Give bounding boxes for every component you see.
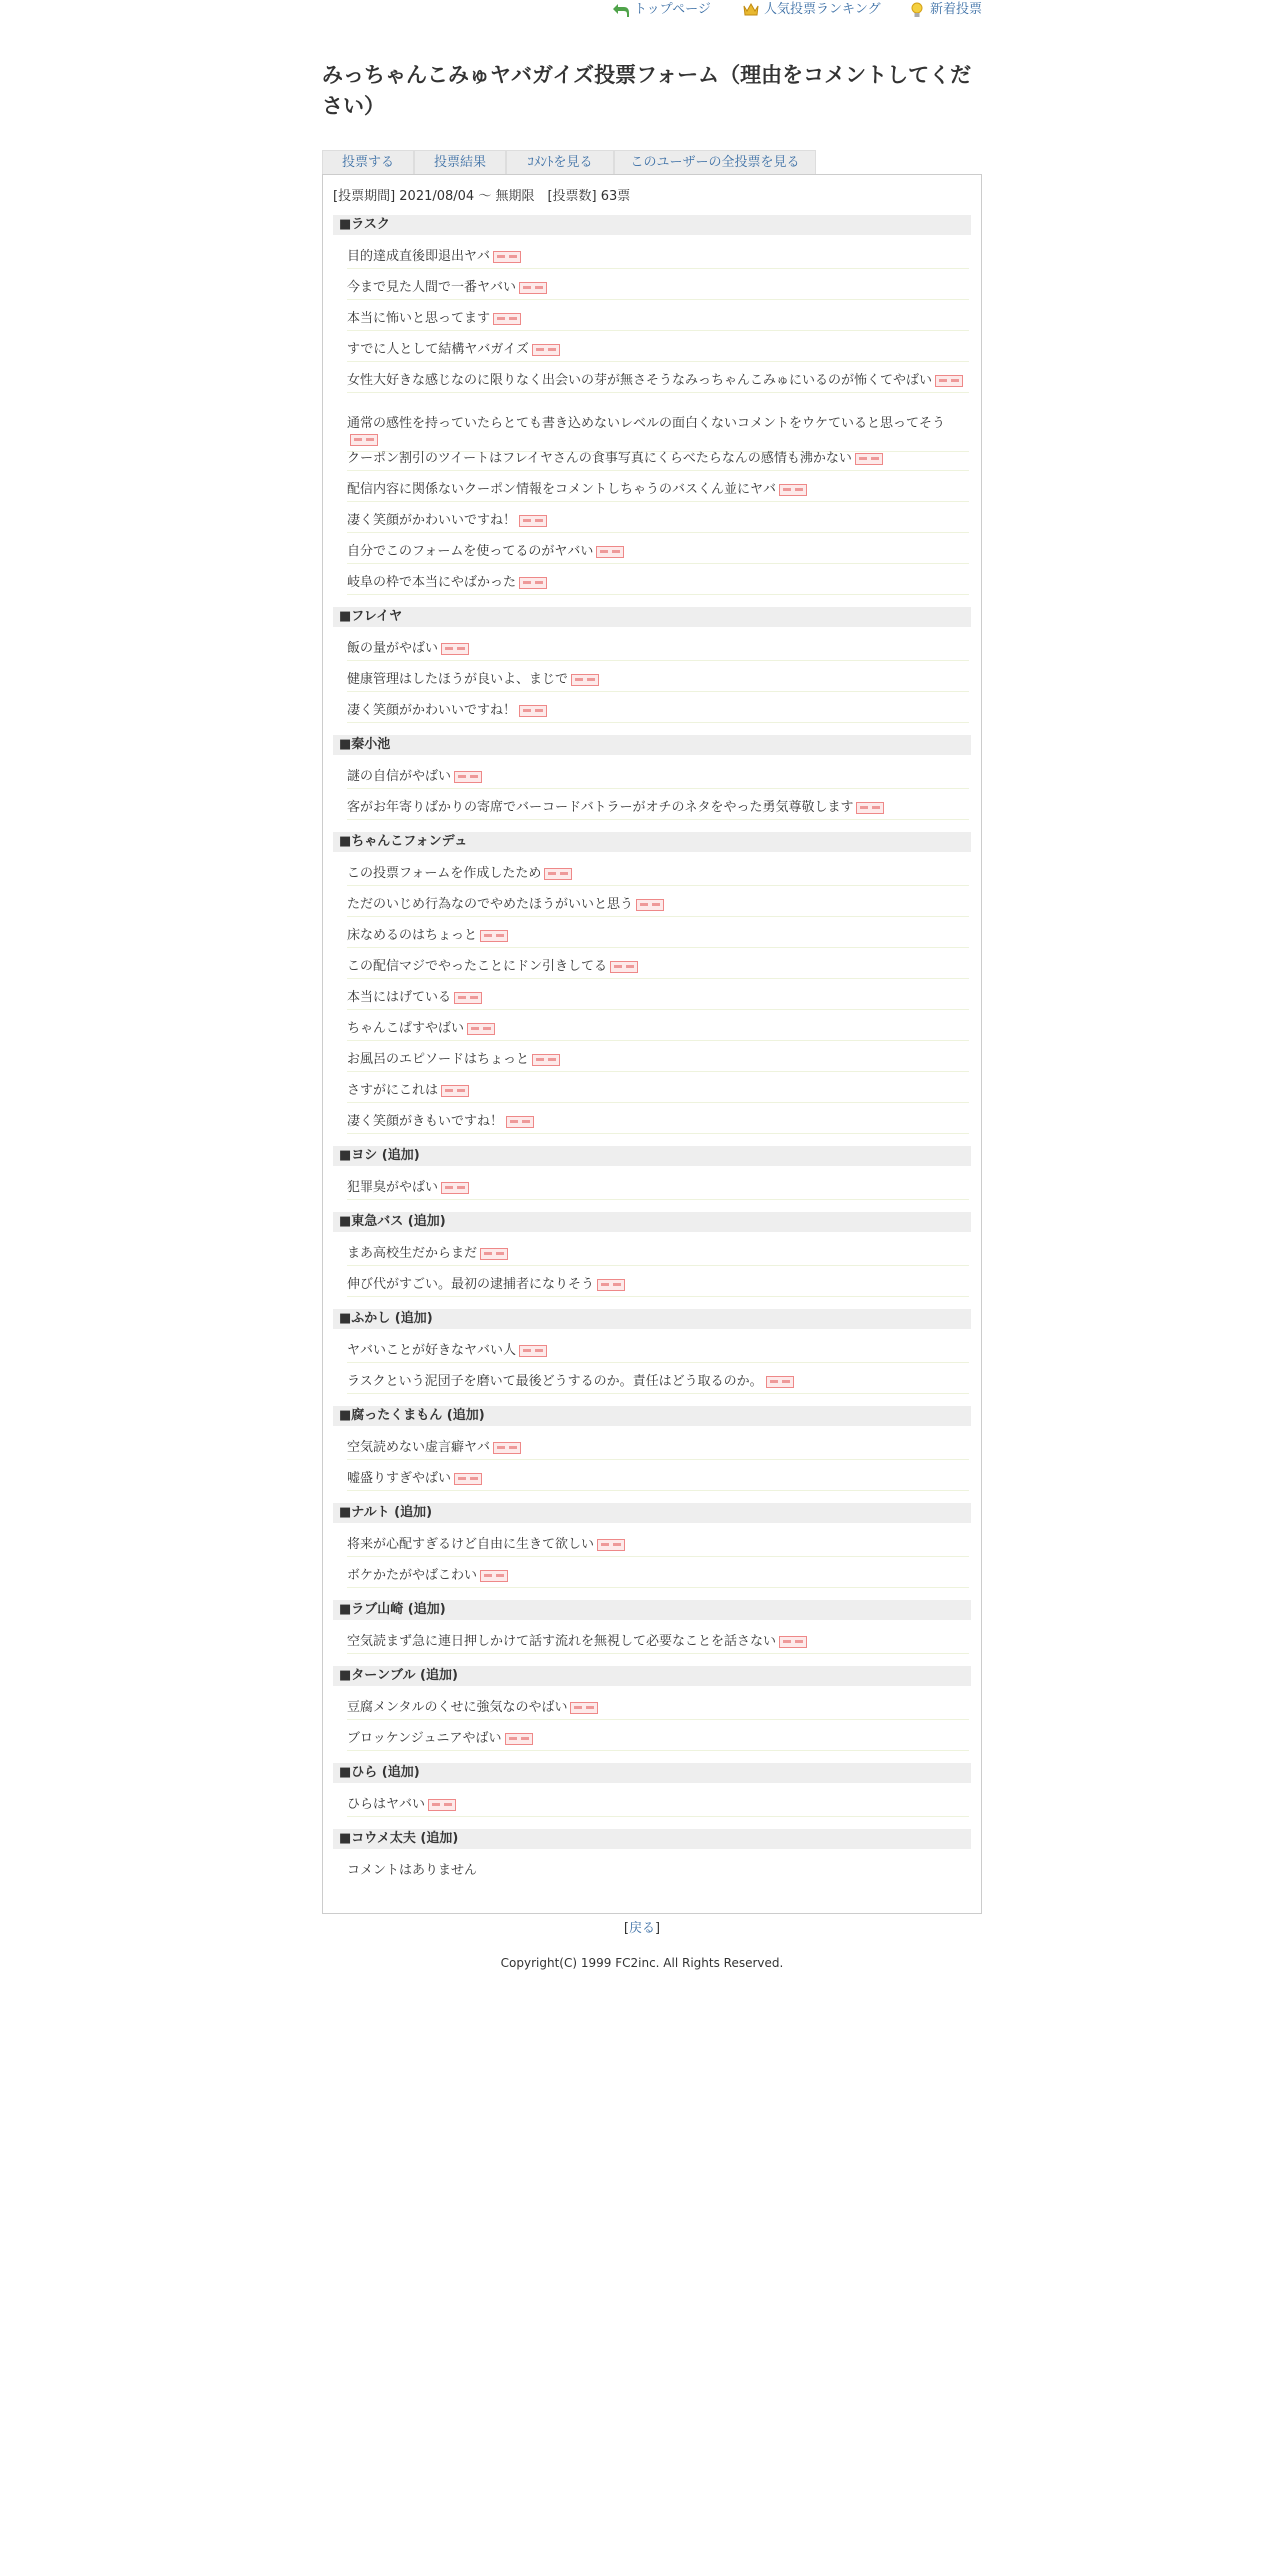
comment-item: 今まで見た人間で一番ヤバい xyxy=(347,280,969,300)
comment-item: 豆腐メンタルのくせに強気なのやばい xyxy=(347,1700,969,1720)
report-icon[interactable] xyxy=(544,868,572,880)
comment-item: 床なめるのはちょっと xyxy=(347,928,969,948)
report-icon[interactable] xyxy=(570,1702,598,1714)
report-icon[interactable] xyxy=(519,1345,547,1357)
new-votes-label: 新着投票 xyxy=(930,2,983,17)
report-icon[interactable] xyxy=(454,992,482,1004)
top-page-label: トップページ xyxy=(634,2,711,17)
report-icon[interactable] xyxy=(779,484,807,496)
report-icon[interactable] xyxy=(493,251,521,263)
report-icon[interactable] xyxy=(597,1279,625,1291)
report-icon[interactable] xyxy=(519,515,547,527)
report-icon[interactable] xyxy=(519,282,547,294)
comment-item: まあ高校生だからまだ xyxy=(347,1246,969,1266)
report-icon[interactable] xyxy=(467,1023,495,1035)
tab-comments[interactable]: ｺﾒﾝﾄを見る xyxy=(506,150,614,174)
category-header: ■腐ったくまもん (追加) xyxy=(333,1406,971,1426)
report-icon[interactable] xyxy=(855,453,883,465)
report-icon[interactable] xyxy=(441,643,469,655)
back-link[interactable]: 戻る xyxy=(628,1921,655,1936)
comment-item: 通常の感性を持っていたらとても書き込めないレベルの面白くないコメントをウケていると思ってそう xyxy=(347,416,969,452)
category-header: ■秦小池 xyxy=(333,735,971,755)
report-icon[interactable] xyxy=(519,577,547,589)
report-icon[interactable] xyxy=(350,434,378,446)
report-icon[interactable] xyxy=(596,546,624,558)
comment-item: この配信マジでやったことにドン引きしてる xyxy=(347,959,969,979)
return-arrow-icon xyxy=(612,1,630,19)
report-icon[interactable] xyxy=(480,1248,508,1260)
comment-item: 配信内容に関係ないクーポン情報をコメントしちゃうのバスくん並にヤバ xyxy=(347,482,969,502)
report-icon[interactable] xyxy=(597,1539,625,1551)
report-icon[interactable] xyxy=(480,1570,508,1582)
comment-item: 飯の量がやばい xyxy=(347,641,969,661)
top-navigation xyxy=(612,0,983,20)
report-icon[interactable] xyxy=(571,674,599,686)
comment-item: 本当に怖いと思ってます xyxy=(347,311,969,331)
comment-item: 凄く笑顔がかわいいですね！ xyxy=(347,513,969,533)
comment-item: クーポン割引のツイートはフレイヤさんの食事写真にくらべたらなんの感情も沸かない xyxy=(347,451,969,471)
category-header: ■コウメ太夫 (追加) xyxy=(333,1829,971,1849)
comment-item: 本当にはげている xyxy=(347,990,969,1010)
comment-item: 自分でこのフォームを使ってるのがヤバい xyxy=(347,544,969,564)
comment-item: 空気読めない虚言癖ヤバ xyxy=(347,1440,969,1460)
crown-icon xyxy=(742,1,760,19)
category-header: ■ラスク xyxy=(333,215,971,235)
report-icon[interactable] xyxy=(480,930,508,942)
report-icon[interactable] xyxy=(519,705,547,717)
tab-vote[interactable]: 投票する xyxy=(322,150,414,174)
comment-item: お風呂のエピソードはちょっと xyxy=(347,1052,969,1072)
category-header: ■ふかし (追加) xyxy=(333,1309,971,1329)
report-icon[interactable] xyxy=(935,375,963,387)
comment-item: すでに人として結構ヤバガイズ xyxy=(347,342,969,362)
report-icon[interactable] xyxy=(532,344,560,356)
comment-item: 犯罪臭がやばい xyxy=(347,1180,969,1200)
report-icon[interactable] xyxy=(779,1636,807,1648)
comment-item: ひらはヤバい xyxy=(347,1797,969,1817)
vote-period: [投票期間] 2021/08/04 ～ 無期限 [投票数] 63票 xyxy=(333,189,631,204)
comment-item: ただのいじめ行為なのでやめたほうがいいと思う xyxy=(347,897,969,917)
report-icon[interactable] xyxy=(428,1799,456,1811)
new-votes-link[interactable] xyxy=(908,0,982,20)
report-icon[interactable] xyxy=(493,1442,521,1454)
comment-item: 目的達成直後即退出ヤバ xyxy=(347,249,969,269)
comment-item: ちゃんこぱすやばい xyxy=(347,1021,969,1041)
comment-item: 空気読まず急に連日押しかけて話す流れを無視して必要なことを話さない xyxy=(347,1634,969,1654)
category-header: ■フレイヤ xyxy=(333,607,971,627)
report-icon[interactable] xyxy=(454,771,482,783)
copyright: Copyright(C) 1999 FC2inc. All Rights Reserved. xyxy=(500,1956,784,1970)
comment-item: ラスクという泥団子を磨いて最後どうするのか。責任はどう取るのか。 xyxy=(347,1374,969,1394)
category-header: ■ナルト (追加) xyxy=(333,1503,971,1523)
report-icon[interactable] xyxy=(441,1085,469,1097)
report-icon[interactable] xyxy=(766,1376,794,1388)
report-icon[interactable] xyxy=(532,1054,560,1066)
report-icon[interactable] xyxy=(610,961,638,973)
category-header: ■ひら (追加) xyxy=(333,1763,971,1783)
comment-item: 謎の自信がやばい xyxy=(347,769,969,789)
tab-all-user-votes[interactable]: このユーザーの全投票を見る xyxy=(614,150,816,174)
comment-item: 将来が心配すぎるけど自由に生きて欲しい xyxy=(347,1537,969,1557)
comment-item: ヤバいことが好きなヤバい人 xyxy=(347,1343,969,1363)
comment-item: 客がお年寄りばかりの寄席でバーコードバトラーがオチのネタをやった勇気尊敬します xyxy=(347,800,969,820)
comment-item: 凄く笑顔がきもいですね！ xyxy=(347,1114,969,1134)
comment-item: この投票フォームを作成したため xyxy=(347,866,969,886)
ranking-link[interactable] xyxy=(742,0,881,20)
no-comments-text: コメントはありません xyxy=(347,1863,478,1878)
comment-item: 健康管理はしたほうが良いよ、まじで xyxy=(347,672,969,692)
comment-item: 女性大好きな感じなのに限りなく出会いの芽が無さそうなみっちゃんこみゅにいるのが怖くてやばい xyxy=(347,373,969,393)
category-header: ■ちゃんこフォンデュ xyxy=(333,832,971,852)
comment-item: ブロッケンジュニアやばい xyxy=(347,1731,969,1751)
comments-panel xyxy=(322,174,982,1914)
comment-item: 嘘盛りすぎやばい xyxy=(347,1471,969,1491)
lightbulb-icon xyxy=(908,1,926,19)
category-header: ■ラブ山崎 (追加) xyxy=(333,1600,971,1620)
category-header: ■ターンブル (追加) xyxy=(333,1666,971,1686)
comment-item: ボケかたがやばこわい xyxy=(347,1568,969,1588)
page-title: みっちゃんこみゅヤバガイズ投票フォーム（理由をコメントしてください） xyxy=(322,63,972,118)
report-icon[interactable] xyxy=(454,1473,482,1485)
comment-item: 凄く笑顔がかわいいですね！ xyxy=(347,703,969,723)
report-icon[interactable] xyxy=(506,1116,534,1128)
top-page-link[interactable] xyxy=(612,0,711,20)
category-header: ■ヨシ (追加) xyxy=(333,1146,971,1166)
ranking-label: 人気投票ランキング xyxy=(764,2,881,17)
comment-item: さすがにこれは xyxy=(347,1083,969,1103)
category-header: ■東急バス (追加) xyxy=(333,1212,971,1232)
tab-results[interactable]: 投票結果 xyxy=(414,150,506,174)
report-icon[interactable] xyxy=(856,802,884,814)
report-icon[interactable] xyxy=(441,1182,469,1194)
report-icon[interactable] xyxy=(493,313,521,325)
comment-item: 岐阜の枠で本当にやばかった xyxy=(347,575,969,595)
report-icon[interactable] xyxy=(505,1733,533,1745)
comment-item: 伸び代がすごい。最初の逮捕者になりそう xyxy=(347,1277,969,1297)
back-nav: [戻る] xyxy=(623,1921,661,1936)
report-icon[interactable] xyxy=(636,899,664,911)
